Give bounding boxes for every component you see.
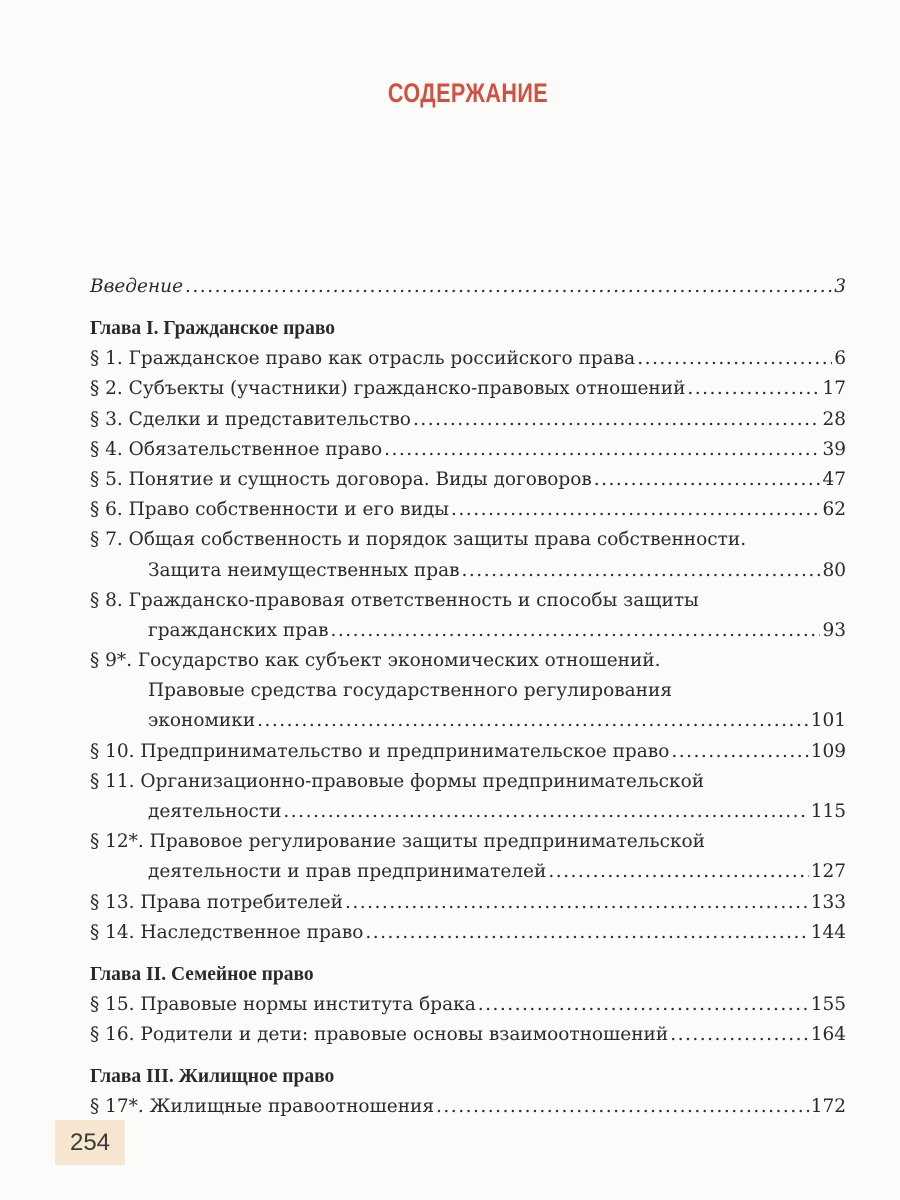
entry-line — [90, 990, 846, 1020]
entry-title: § 6. Право собственности и его виды — [90, 499, 450, 521]
entry-title: Введение — [90, 276, 184, 297]
entry-title: экономики — [148, 710, 256, 732]
toc-entry[interactable] — [90, 465, 846, 495]
entry-title: § 1. Гражданское право как отрасль российского права — [90, 348, 636, 370]
entry-title: § 16. Родители и дети: правовые основы взаимоотношений — [90, 1024, 669, 1046]
dot-leader — [637, 344, 832, 374]
entry-line — [90, 525, 846, 555]
chapter-heading: Глава I. Гражданское право — [90, 318, 336, 340]
toc-entry[interactable] — [90, 827, 846, 887]
dot-leader — [670, 1020, 808, 1050]
entry-page: 155 — [810, 993, 846, 1015]
dot-leader — [185, 272, 832, 302]
entry-page: 62 — [822, 499, 846, 521]
toc-entry[interactable] — [90, 1020, 846, 1050]
entry-title: § 3. Сделки и представительство — [90, 408, 411, 430]
entry-page: 109 — [810, 740, 846, 762]
entry-line — [90, 676, 846, 706]
entry-line — [90, 767, 846, 797]
toc-entry[interactable] — [90, 646, 846, 737]
entry-line — [90, 1020, 846, 1050]
entry-page: 17 — [822, 378, 846, 400]
dot-leader — [687, 374, 820, 404]
entry-line — [90, 495, 846, 525]
entry-line — [90, 827, 846, 857]
entry-line — [90, 888, 846, 918]
entry-title: § 14. Наследственное право — [90, 921, 364, 943]
dot-leader — [365, 918, 808, 948]
dot-leader — [671, 737, 808, 767]
entry-page: 6 — [834, 348, 846, 370]
page-number: 254 — [55, 1120, 125, 1165]
entry-line — [90, 586, 846, 616]
toc-entry[interactable] — [90, 1092, 846, 1122]
entry-title: § 8. Гражданско-правовая ответственность и способы защиты — [90, 589, 699, 611]
dot-leader — [451, 495, 820, 525]
entry-line — [90, 797, 846, 827]
toc-entry[interactable] — [90, 767, 846, 827]
table-of-contents — [90, 272, 846, 1123]
entry-page: 3 — [834, 276, 846, 297]
toc-entry[interactable] — [90, 918, 846, 948]
entry-title: § 11. Организационно-правовые формы предпринимательской — [90, 770, 705, 792]
toc-entry[interactable] — [90, 990, 846, 1020]
entry-page: 133 — [810, 891, 846, 913]
dot-leader — [345, 888, 809, 918]
chapter-heading: Глава II. Семейное право — [90, 963, 314, 985]
entry-title: деятельности — [148, 801, 282, 822]
entry-title: § 12*. Правовое регулирование защиты предпринимательской — [90, 831, 705, 853]
entry-title: § 17*. Жилищные правоотношения — [90, 1096, 435, 1118]
dot-leader — [478, 990, 809, 1020]
entry-page: 164 — [810, 1024, 846, 1046]
entry-line — [90, 616, 846, 646]
toc-entry[interactable] — [90, 525, 846, 585]
entry-page: 101 — [810, 710, 846, 732]
entry-page: 115 — [810, 801, 846, 822]
dot-leader — [594, 465, 821, 495]
dot-leader — [548, 857, 808, 887]
entry-title: Защита неимущественных прав — [148, 559, 460, 581]
dot-leader — [413, 405, 821, 435]
chapter-heading: Глава III. Жилищное право — [90, 1066, 335, 1088]
entry-title: § 5. Понятие и сущность договора. Виды договоров — [90, 468, 592, 490]
dot-leader — [283, 797, 808, 827]
dot-leader — [257, 706, 809, 736]
dot-leader — [436, 1092, 809, 1122]
entry-title: § 2. Субъекты (участники) гражданско-правовых отношений — [90, 378, 686, 400]
entry-title: § 4. Обязательственное право — [90, 438, 383, 460]
entry-title: гражданских прав — [148, 619, 329, 641]
entry-line — [90, 646, 846, 676]
entry-page: 80 — [822, 559, 846, 581]
entry-line — [90, 374, 846, 404]
entry-line — [90, 857, 846, 887]
entry-line — [90, 556, 846, 586]
dot-leader — [331, 616, 821, 646]
entry-line — [90, 737, 846, 767]
toc-entry[interactable] — [90, 435, 846, 465]
entry-title: § 15. Правовые нормы института брака — [90, 993, 476, 1015]
entry-page: 144 — [810, 921, 846, 943]
entry-line — [90, 344, 846, 374]
toc-entry[interactable] — [90, 888, 846, 918]
toc-entry[interactable] — [90, 495, 846, 525]
entry-line — [90, 405, 846, 435]
toc-entry[interactable] — [90, 586, 846, 646]
toc-entry[interactable] — [90, 737, 846, 767]
entry-title: § 10. Предпринимательство и предпринимательское право — [90, 740, 670, 762]
entry-page: 47 — [822, 468, 846, 490]
entry-title: § 7. Общая собственность и порядок защиты права собственности. — [90, 529, 747, 551]
toc-entry-introduction[interactable] — [90, 272, 846, 302]
entry-title: § 9*. Государство как субъект экономических отношений. — [90, 650, 661, 672]
dot-leader — [462, 556, 821, 586]
entry-line — [90, 435, 846, 465]
entry-line — [90, 918, 846, 948]
entry-title: Правовые средства государственного регулирования — [148, 680, 673, 702]
page-title: СОДЕРЖАНИЕ — [387, 78, 549, 108]
entry-page: 39 — [822, 438, 846, 460]
entry-line — [90, 1092, 846, 1122]
entry-page: 127 — [810, 861, 846, 883]
toc-entry[interactable] — [90, 374, 846, 404]
toc-entry[interactable] — [90, 344, 846, 374]
entry-line — [90, 706, 846, 736]
toc-entry[interactable] — [90, 405, 846, 435]
dot-leader — [384, 435, 820, 465]
entry-page: 28 — [822, 408, 846, 430]
entry-page: 172 — [810, 1096, 846, 1118]
entry-title: § 13. Права потребителей — [90, 891, 343, 913]
entry-line — [90, 465, 846, 495]
entry-page: 93 — [822, 619, 846, 641]
entry-title: деятельности и прав предпринимателей — [148, 861, 547, 883]
